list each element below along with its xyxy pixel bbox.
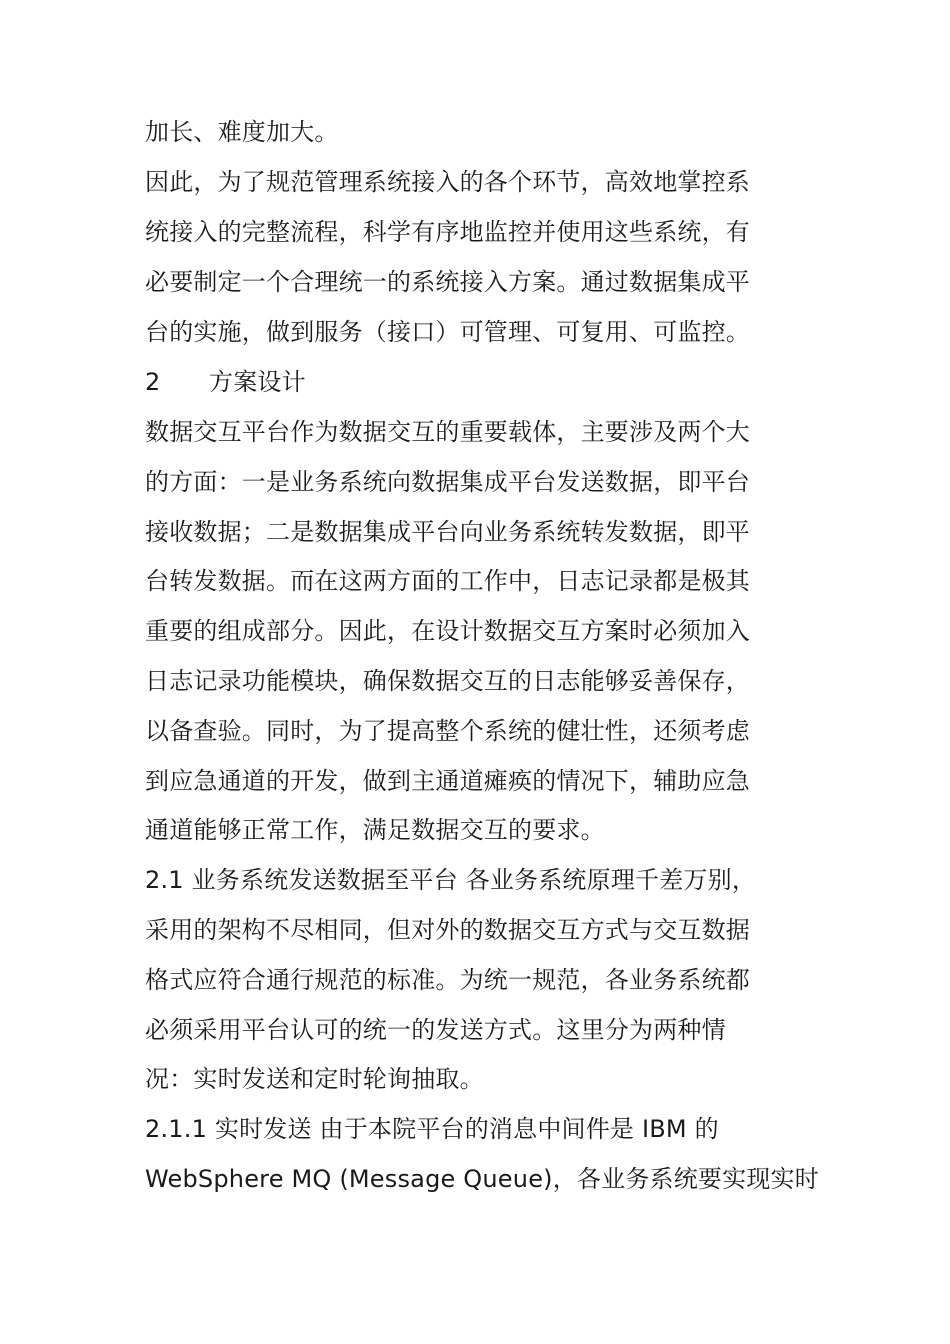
- text-line-18: 格式应符合通行规范的标准。为统一规范，各业务系统都: [145, 966, 750, 994]
- text-line-17: 采用的架构不尽相同，但对外的数据交互方式与交互数据: [145, 916, 750, 944]
- text-line-22: WebSphere MQ (Message Queue)，各业务系统要实现实时: [145, 1165, 819, 1193]
- section-heading: [145, 367, 306, 397]
- text-line-11: 重要的组成部分。因此，在设计数据交互方案时必须加入: [145, 617, 750, 645]
- text-line-2: 因此，为了规范管理系统接入的各个环节，高效地掌控系: [145, 168, 750, 196]
- section-heading-title: 方案设计: [209, 368, 306, 396]
- text-line-12: 日志记录功能模块，确保数据交互的日志能够妥善保存，: [145, 667, 750, 695]
- text-line-1: 加长、难度加大。: [145, 118, 339, 146]
- text-line-10: 台转发数据。而在这两方面的工作中，日志记录都是极其: [145, 567, 750, 595]
- text-line-3: 统接入的完整流程，科学有序地监控并使用这些系统，有: [145, 218, 750, 246]
- text-line-4: 必要制定一个合理统一的系统接入方案。通过数据集成平: [145, 268, 750, 296]
- text-line-14: 到应急通道的开发，做到主通道瘫痪的情况下，辅助应急: [145, 767, 750, 795]
- section-heading-number: 2: [145, 368, 161, 396]
- text-line-15: 通道能够正常工作，满足数据交互的要求。: [145, 816, 605, 844]
- text-line-19: 必须采用平台认可的统一的发送方式。这里分为两种情: [145, 1016, 726, 1044]
- text-line-8: 的方面：一是业务系统向数据集成平台发送数据，即平台: [145, 468, 750, 496]
- text-line-13: 以备查验。同时，为了提高整个系统的健壮性，还须考虑: [145, 717, 750, 745]
- text-line-7: 数据交互平台作为数据交互的重要载体，主要涉及两个大: [145, 418, 750, 446]
- text-line-20: 况：实时发送和定时轮询抽取。: [145, 1065, 484, 1093]
- text-line-16: 2.1 业务系统发送数据至平台 各业务系统原理千差万别，: [145, 866, 757, 894]
- text-line-9: 接收数据；二是数据集成平台向业务系统转发数据，即平: [145, 518, 750, 546]
- text-line-21: 2.1.1 实时发送 由于本院平台的消息中间件是 IBM 的: [145, 1115, 719, 1143]
- text-line-5: 台的实施，做到服务（接口）可管理、可复用、可监控。: [145, 318, 750, 346]
